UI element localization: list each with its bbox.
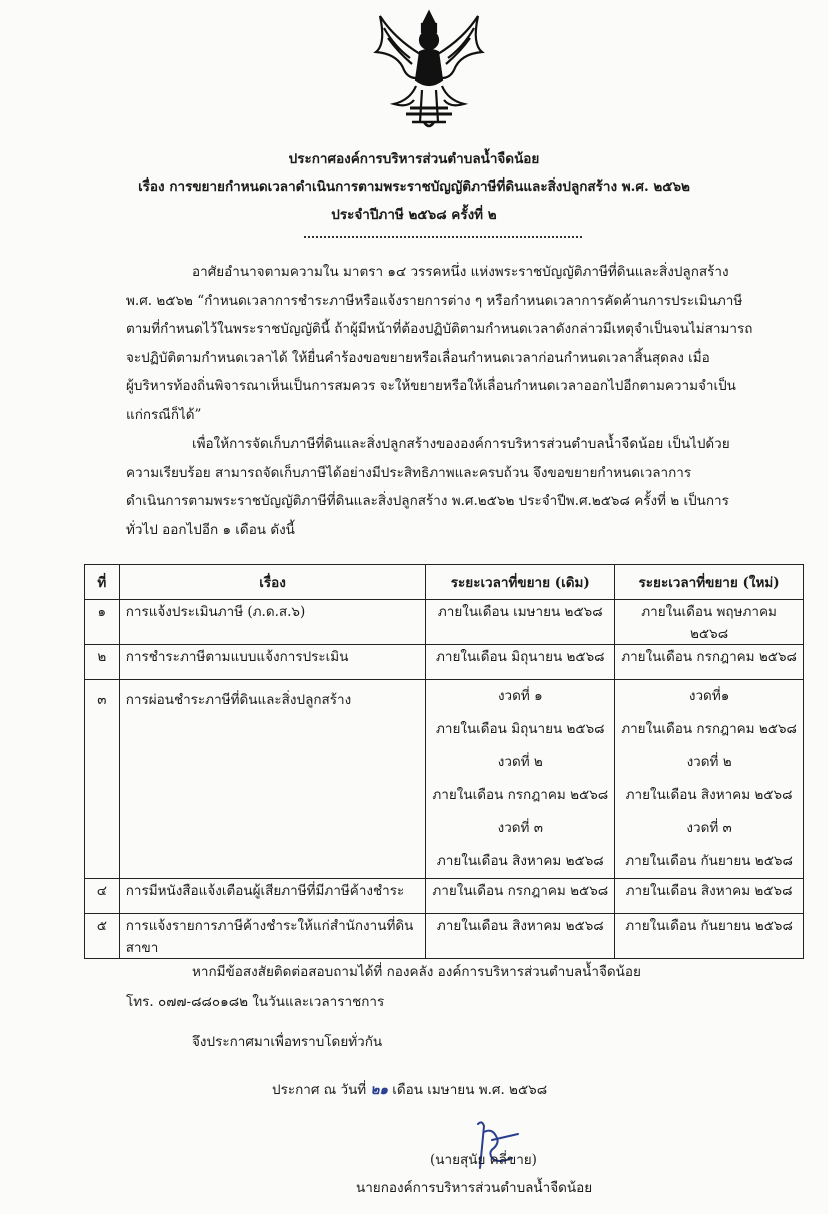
announcement-tax-year: ประจำปีภาษี ๒๕๖๘ ครั้งที่ ๒ [331, 207, 497, 223]
row-new-period: ภายในเดือน สิงหาคม ๒๕๖๘ [615, 879, 804, 914]
paragraph-line: ทั่วไป ออกไปอีก ๑ เดือน ดังนี้ [126, 521, 295, 538]
installment-label: งวดที่ ๒ [686, 754, 732, 770]
row-number: ๓ [85, 680, 120, 879]
signer-position: นายกองค์การบริหารส่วนตำบลน้ำจืดน้อย [356, 1180, 593, 1196]
column-header-old-period: ระยะเวลาที่ขยาย (เดิม) [426, 565, 615, 600]
paragraph-line: จะปฏิบัติตามกำหนดเวลาได้ ให้ยื่นคำร้องขอขยายหรือเลื่อนกำหนดเวลาก่อนกำหนดเวลาสิ้นสุดลง เมื่อ [126, 349, 710, 366]
table-header-row [85, 565, 804, 600]
header-dotted-divider [304, 236, 582, 238]
row-new-period: ภายในเดือน กันยายน ๒๕๖๘ [615, 914, 804, 959]
row-new-period: ภายในเดือน กรกฎาคม ๒๕๖๘ [615, 645, 804, 680]
announcement-subject: เรื่อง การขยายกำหนดเวลาดำเนินการตามพระราชบัญญัติภาษีที่ดินและสิ่งปลูกสร้าง พ.ศ. ๒๕๖๒ [138, 179, 690, 195]
announcement-org-title: ประกาศองค์การบริหารส่วนตำบลน้ำจืดน้อย [288, 151, 540, 167]
column-header-subject: เรื่อง [119, 565, 426, 600]
legal-basis-paragraph [126, 258, 798, 429]
row-subject: การแจ้งประเมินภาษี (ภ.ด.ส.๖) [119, 600, 426, 645]
paragraph-line: ผู้บริหารท้องถิ่นพิจารณาเห็นเป็นการสมควร จะให้ขยายหรือให้เลื่อนกำหนดเวลาออกไปอีกตามความจำเป็น [126, 378, 736, 394]
installment-label: งวดที่ ๓ [686, 820, 732, 836]
contact-line: หากมีข้อสงสัยติดต่อสอบถามได้ที่ กองคลัง องค์การบริหารส่วนตำบลน้ำจืดน้อย [192, 964, 641, 980]
announcement-closing: จึงประกาศมาเพื่อทราบโดยทั่วกัน [192, 1034, 383, 1050]
installment-period: ภายในเดือน กรกฎาคม ๒๕๖๘ [621, 721, 797, 737]
paragraph-line: ตามที่กำหนดไว้ในพระราชบัญญัตินี้ ถ้าผู้มีหน้าที่ต้องปฏิบัติตามกำหนดเวลาดังกล่าวมีเหตุจำเป็นจนไม่สามารถ [126, 321, 753, 337]
date-suffix: เดือน เมษายน พ.ศ. ๒๕๖๘ [392, 1082, 548, 1098]
installment-label: งวดที่ ๑ [497, 688, 543, 704]
installment-period: ภายในเดือน กรกฎาคม ๒๕๖๘ [432, 787, 609, 803]
purpose-paragraph [126, 430, 798, 544]
installment-period: ภายในเดือน สิงหาคม ๒๕๖๘ [436, 853, 604, 869]
deadline-extension-table [84, 564, 804, 959]
row-subject: การชำระภาษีตามแบบแจ้งการประเมิน [119, 645, 426, 680]
column-header-no: ที่ [85, 565, 120, 600]
column-header-new-period: ระยะเวลาที่ขยาย (ใหม่) [615, 565, 804, 600]
installment-label: งวดที่ ๒ [497, 754, 543, 770]
signer-name: (นายสุนัย คลี่ขาย) [430, 1152, 537, 1168]
installment-label: งวดที่๑ [688, 688, 730, 704]
garuda-emblem-icon [364, 8, 494, 132]
date-day-handwritten: ๒๑ [370, 1082, 388, 1098]
row-old-period: ภายในเดือน เมษายน ๒๕๖๘ [426, 600, 615, 645]
installment-label: งวดที่ ๓ [497, 820, 543, 836]
paragraph-line: เพื่อให้การจัดเก็บภาษีที่ดินและสิ่งปลูกสร้างขององค์การบริหารส่วนตำบลน้ำจืดน้อย เป็นไปด้วย [192, 436, 730, 452]
row-number: ๑ [85, 600, 120, 645]
row-number: ๕ [85, 914, 120, 959]
paragraph-line: แก่กรณีก็ได้” [126, 406, 202, 423]
row-subject: การแจ้งรายการภาษีค้างชำระให้แก่สำนักงานที่ดินสาขา [119, 914, 426, 959]
paragraph-line: ความเรียบร้อย สามารถจัดเก็บภาษีได้อย่างมีประสิทธิภาพและครบถ้วน จึงขอขยายกำหนดเวลาการ [126, 464, 692, 481]
table-row [85, 879, 804, 914]
row-subject: การมีหนังสือแจ้งเตือนผู้เสียภาษีที่มีภาษีค้างชำระ [119, 879, 426, 914]
paragraph-line: ดำเนินการตามพระราชบัญญัติภาษีที่ดินและสิ่งปลูกสร้าง พ.ศ.๒๕๖๒ ประจำปีพ.ศ.๒๕๖๘ ครั้งที่ ๒ เป็นการ [126, 493, 729, 509]
row-old-period: ภายในเดือน สิงหาคม ๒๕๖๘ [426, 914, 615, 959]
row-number: ๔ [85, 879, 120, 914]
installment-period: ภายในเดือน มิถุนายน ๒๕๖๘ [435, 721, 605, 737]
row-old-period [426, 680, 615, 879]
row-subject: การผ่อนชำระภาษีที่ดินและสิ่งปลูกสร้าง [119, 680, 426, 879]
table-row [85, 600, 804, 645]
date-prefix: ประกาศ ณ วันที่ [272, 1082, 367, 1098]
table-row [85, 914, 804, 959]
announcement-date [272, 1078, 547, 1100]
row-new-period: ภายในเดือน พฤษภาคม ๒๕๖๘ [615, 600, 804, 645]
table-row [85, 645, 804, 680]
row-old-period: ภายในเดือน มิถุนายน ๒๕๖๘ [426, 645, 615, 680]
table-row [85, 680, 804, 879]
contact-phone-line: โทร. ๐๗๗-๘๘๐๑๘๒ ในวันและเวลาราชการ [126, 994, 385, 1010]
paragraph-line: พ.ศ. ๒๕๖๒ “กำหนดเวลาการชำระภาษีหรือแจ้งรายการต่าง ๆ หรือกำหนดเวลาการคัดค้านการประเมินภาษี [126, 292, 743, 309]
installment-period: ภายในเดือน กันยายน ๒๕๖๘ [625, 853, 793, 869]
row-new-period [615, 680, 804, 879]
row-old-period: ภายในเดือน กรกฎาคม ๒๕๖๘ [426, 879, 615, 914]
row-number: ๒ [85, 645, 120, 680]
paragraph-line: อาศัยอำนาจตามความใน มาตรา ๑๔ วรรคหนึ่ง แห่งพระราชบัญญัติภาษีที่ดินและสิ่งปลูกสร้าง [192, 264, 729, 280]
installment-period: ภายในเดือน สิงหาคม ๒๕๖๘ [625, 787, 793, 803]
